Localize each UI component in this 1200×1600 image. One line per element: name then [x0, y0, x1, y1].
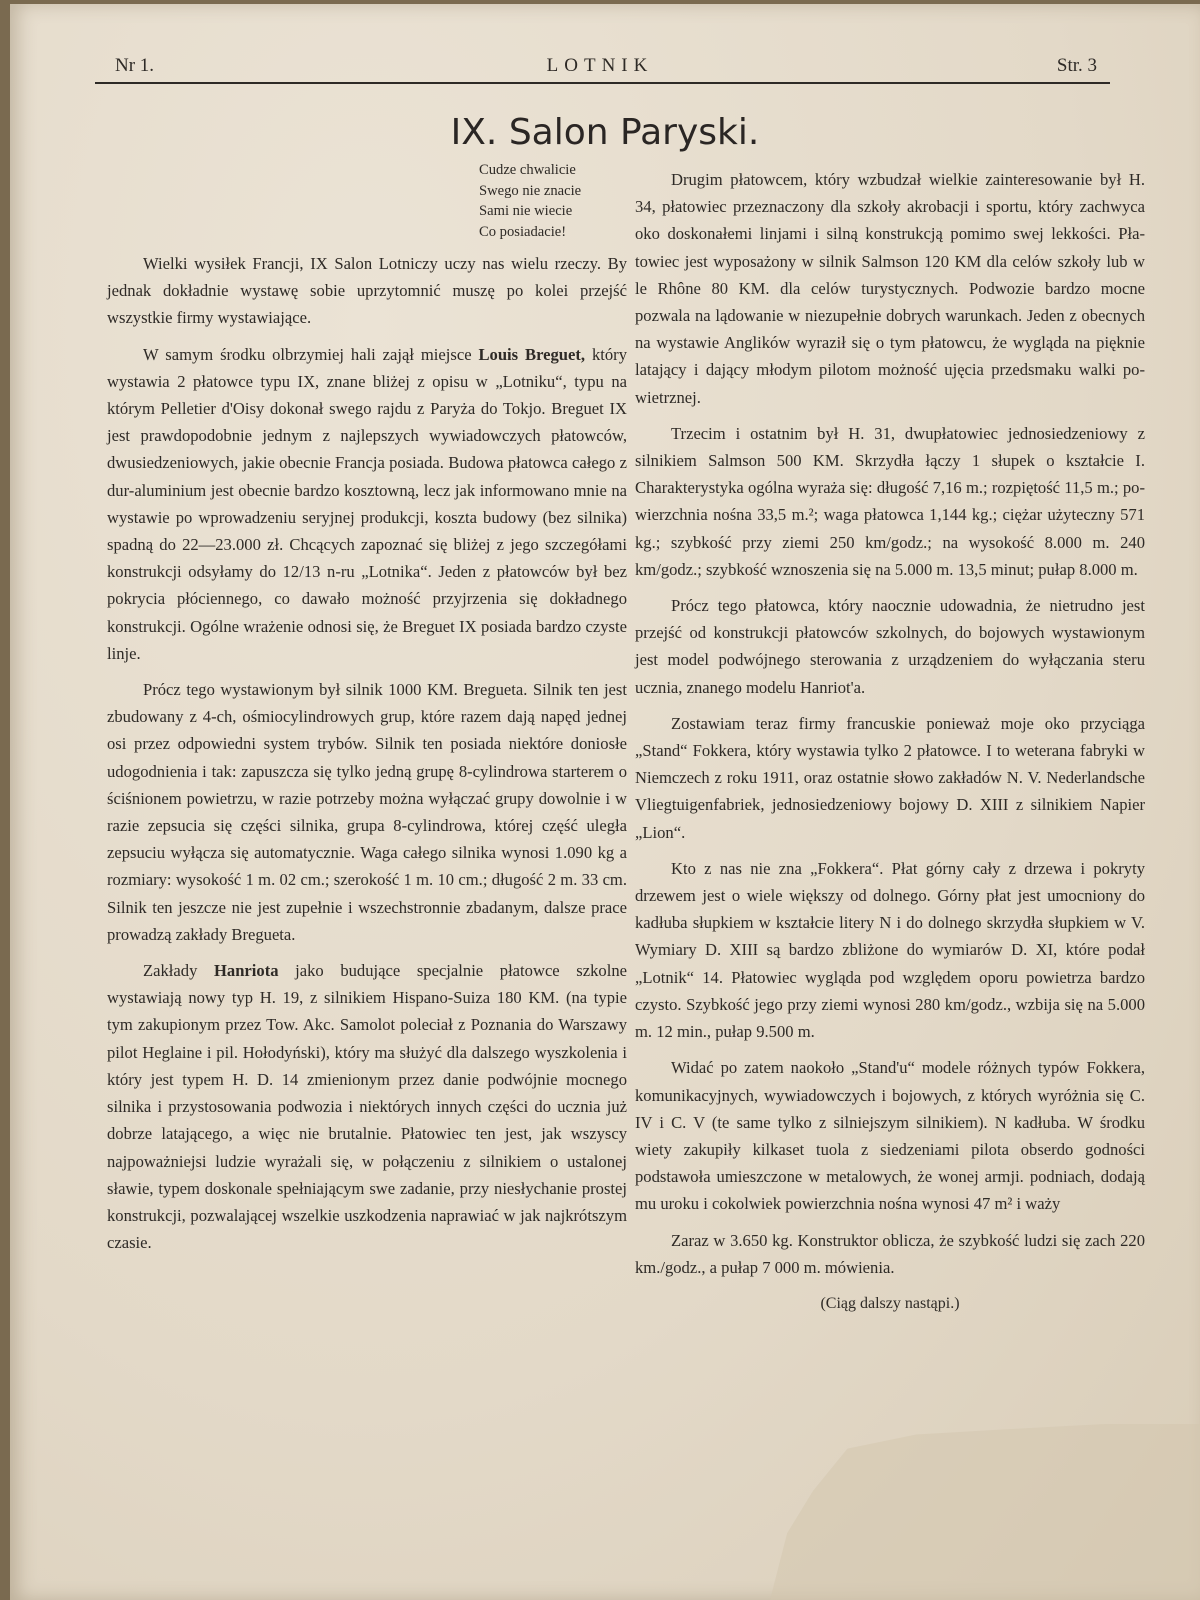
paragraph-text: Zostawiam teraz firmy francuskie ponieważ moje oko przyciąga „Stand“ Fokkera, który wystawia tylko 2 płatowce. I to weterana fabryki w Niemczech z roku 1911, oraz ostatnie słowo zakładów N. V. Nederlandsche Vliegtuigenfabriek, jednosiedzeniowy bojowy D. XIII z silnikiem Napier „Lion“.	[635, 713, 1145, 842]
article-paragraph	[107, 341, 627, 667]
continuation-note: (Ciąg dalszy nastąpi.)	[820, 1294, 960, 1312]
bold-name: Hanriota	[213, 961, 279, 981]
newspaper-page	[10, 4, 1200, 1600]
journal-name: LOTNIK	[546, 55, 654, 76]
epigraph-line: Cudze chwalicie	[479, 162, 576, 178]
torn-paper-area	[770, 1424, 1200, 1600]
paragraph-text: Zaraz w 3.650 kg. Konstruktor oblicza, że szybkość ludzi się zach 220 km./godz., a pułap 7 000 m. mówienia.	[635, 1230, 1145, 1277]
epigraph-line: Swego nie znacie	[479, 182, 582, 199]
article-paragraph	[107, 676, 627, 948]
article-paragraph	[635, 592, 1145, 701]
paragraph-text: W samym środku olbrzymiej hali zajął miejsce	[143, 344, 479, 364]
article-paragraph	[635, 1054, 1145, 1217]
paragraph-text: Wielki wysiłek Francji, IX Salon Lotniczy uczy nas wielu rzeczy. By jednak dokładnie wystawę sobie uprzytomnić muszę po kolei przejść wszystkie firmy wystawiające.	[107, 254, 627, 328]
page-header	[95, 54, 1105, 82]
article-paragraph	[635, 710, 1145, 846]
article-paragraph	[635, 855, 1145, 1045]
right-column	[635, 166, 1145, 1317]
article-paragraph	[635, 1227, 1145, 1281]
right-column-body	[635, 166, 1145, 1281]
left-column-body	[107, 250, 627, 1256]
article-paragraph	[107, 250, 627, 332]
epigraph	[479, 160, 627, 242]
paragraph-text: Trzecim i ostatnim był H. 31, dwupłatowiec jednosiedzeniowy z silnikiem Salmson 500 KM. Skrzydła łączy 1 słupek o kształcie I. Charakterystyka ogólna wyraża się: długość 7,16 m.; rozpiętość 11,5 m.; powierzchnia nośna 33,5 m.²; waga płatowca 1,144 kg.; ciężar użyteczny 571 kg.; szybkość przy ziemi 250 km/godz.; na wysokość 8.000 m. 240 km/godz.; szybkość wznoszenia się na 5.000 m. 13,5 minut; pułap 8.000 m.	[635, 423, 1145, 579]
bold-name: Louis Breguet,	[478, 344, 586, 364]
article-title: IX. Salon Paryski.	[450, 112, 760, 153]
header-rule	[95, 82, 1110, 84]
article-paragraph	[635, 420, 1145, 583]
paragraph-text: Prócz tego płatowca, który naocznie udowadnia, że nietrudno jest przejść od konstrukcji płatowców szkolnych, do bojowych wystawionym jest model podwójnego sterowania z urządzeniem do wyłączania steru ucznia, znanego modelu Hanriot'a.	[635, 596, 1145, 697]
paragraph-text: Widać po zatem naokoło „Stand'u“ modele różnych typów Fokkera, komunikacyjnych, wywiadowczych i bojowych, z których wyróżnia się C. IV i C. V (te same tylko z silniejszym silnikiem). N kadłuba. W środku wiety zakupiły kilkaset tuola z siedzeniami pilota obserdo godności podstawoła umieszczone w metalowych, że wonej armji. podniach, dodają mu uroku i cokolwiek powierzchnia nośna wynosi 47 m² i waży	[635, 1058, 1145, 1214]
epigraph-line: Sami nie wiecie	[479, 203, 573, 219]
paragraph-text: Kto z nas nie zna „Fokkera“. Płat górny cały z drzewa i pokryty drzewem jest o wiele większy od dolnego. Górny płat jest umocniony do kadłuba słupkiem w kształcie litery N i do dolnego skrzydła słupkiem w V. Wymiary D. XIII są bardzo zbliżone do wymiarów D. XI, które podał „Lotnik“ 14. Płatowiec wygląda pod względem oporu powietrza bardzo czysto. Szybkość jego przy ziemi wynosi 280 km/godz., wzbija się na 5.000 m. 12 min., pułap 9.500 m.	[635, 858, 1145, 1042]
article-paragraph	[107, 957, 627, 1256]
paragraph-text: jako budujące specjalnie płatowce szkolne wystawiają nowy typ H. 19, z silnikiem Hispano-Suiza 180 KM. (na typie tym zakupionym przez Tow. Akc. Samolot poleciał z Poznania do Warszawy pilot Heglaine i pil. Hołodyński), który ma służyć dla dalszego wyszkolenia i który jest typem H. D. 14 zmienionym przez danie podwójnie mocnego silnika i przystosowania podwozia i niektórych innych części do ucznia już dobrze latającego, a więc nie brutalnie. Płatowiec ten jest, jak wszyscy najpoważniejsi ludzie wyrażali się, w połączeniu z silnikiem o ustalonej sławie, typem doskonale spełniającym swe zadanie, przy niesłychanie prostej konstrukcji, pozwalającej wszelkie uszkodzenia naprawiać w jak najkrótszym czasie.	[107, 961, 627, 1253]
epigraph-line: Co posiadacie!	[479, 223, 567, 240]
paragraph-text: Prócz tego wystawionym był silnik 1000 KM. Bregueta. Silnik ten jest zbudowany z 4-ch, ośmiocylindrowych grup, które razem dają napęd jednej osi przez odpowiedni system trybów. Silnik ten posiada niektóre doniosłe udogodnienia i tak: zapuszcza się tylko jedną grupę 8-cylindrowa starterem o ściśnionem powietrzu, w razie potrzeby można wyłączać grupy dowolnie i w razie zepsucia się części silnika, grupa 8-cylindrowa, której część uległa zepsuciu wyłącza się automatycznie. Waga całego silnika wynosi 1.090 kg a rozmiary: wysokość 1 m. 02 cm.; szerokość 1 m. 10 cm.; długość 2 m. 33 cm. Silnik ten jeszcze nie jest zupełnie i wszechstronnie zbadanym, dalsze prace prowadzą zakłady Bregueta.	[107, 680, 627, 944]
paragraph-text: Zakłady	[143, 961, 214, 981]
paragraph-text: który wystawia 2 płatowce typu IX, znane bliżej z opisu w „Lotniku“, typu na którym Pelletier d'Oisy dokonał swego rajdu z Paryża do Tokjo. Breguet IX jest prawdopodobnie jednym z najlepszych wywiadowczych płatowców, dwusiedzeniowych, jakie obecnie Francja posiada. Budowa płatowca całego z dur-aluminium jest obecnie bardzo kosztowną, lecz jak informowano mnie na wystawie po wprowadzeniu seryjnej produkcji, koszta budowy (bez silnika) spadną do 22—23.000 zł. Chcących zapoznać się bliżej z jego szczegółami konstrukcji odsyłamy do 12/13 n-ru „Lotnika“. Jeden z płatowców był bez pokrycia płóciennego, co dawało możność przyjrzenia się dokładnego konstrukcji. Ogólne wrażenie odnosi się, że Breguet IX posiada bardzo czyste linje.	[107, 344, 627, 663]
paragraph-text: Drugim płatowcem, który wzbudzał wielkie zainteresowanie był H. 34, płatowiec przeznaczony dla szkoły akrobacji i sportu, który zachwyca oko doskonałemi linjami i silną konstrukcją pomimo swej lekkości. Płatowiec jest wyposażony w silnik Salmson 120 KM dla celów szkoły lub w le Rhône 80 KM. dla celów turystycznych. Podwozie bardzo mocne pozwala na lądowanie w niezupełnie dobrych warunkach. Jeden z obecnych na wystawie Anglików wyraził się o tym płatowcu, że wygląda na pięknie latający i dający młodym pilotom możność ujęcia przedsmaku walki powietrznej.	[635, 170, 1145, 407]
page-number: Str. 3	[1056, 55, 1097, 76]
issue-number: Nr 1.	[115, 55, 155, 76]
left-column	[107, 160, 627, 1265]
article-paragraph	[635, 166, 1145, 411]
